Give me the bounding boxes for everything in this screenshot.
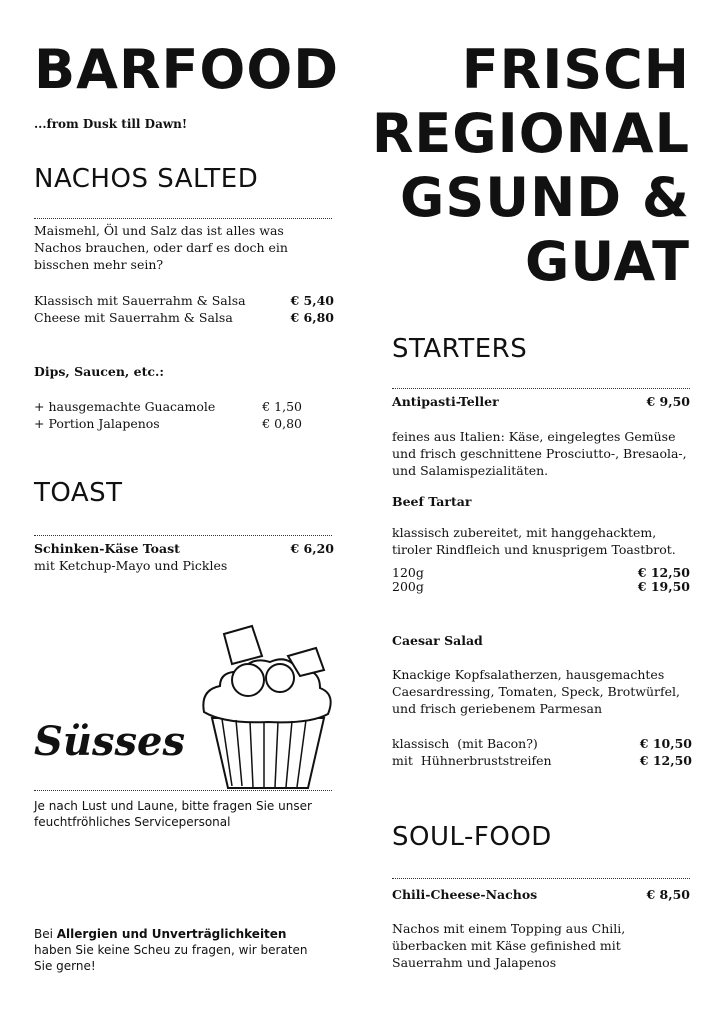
menu-item (34, 309, 334, 326)
slogan-line: FRISCH (461, 38, 690, 101)
item-price: € 12,50 (637, 565, 690, 580)
menu-item (392, 566, 690, 580)
dips-title: Dips, Saucen, etc.: (34, 364, 164, 379)
item-name: klassisch (mit Bacon?) (392, 736, 538, 751)
slogan-line: GSUND & (400, 166, 690, 229)
section-title-susses: Süsses (34, 718, 185, 765)
tagline: ...from Dusk till Dawn! (34, 117, 188, 131)
item-name: Cheese mit Sauerrahm & Salsa (34, 310, 233, 325)
item-description: Nachos mit einem Topping aus Chili, überbacken mit Käse gefinished mit Sauerrahm und Jalapenos (392, 921, 626, 970)
menu-item (34, 540, 334, 557)
menu-item (392, 886, 690, 903)
item-price: € 1,50 (262, 399, 302, 414)
item-price: € 6,80 (290, 310, 334, 325)
item-price: € 9,50 (646, 394, 690, 409)
menu-item (392, 735, 692, 752)
slogan (372, 38, 690, 294)
item-price: € 8,50 (646, 887, 690, 902)
item-name: Caesar Salad (392, 633, 483, 648)
item-description: klassisch zubereitet, mit hanggehacktem, tiroler Rindfleich und knusprigem Toastbrot. (392, 525, 676, 557)
brand-title: BARFOOD (34, 38, 340, 101)
item-description: feines aus Italien: Käse, eingelegtes Gemüse und frisch geschnittene Prosciutto-, Bresaola-, und Salamispezialitäten. (392, 429, 687, 478)
item-name: 200g (392, 579, 424, 594)
cupcake-icon (190, 620, 340, 790)
item-price: € 12,50 (639, 753, 692, 768)
dips-list (34, 398, 302, 432)
divider (392, 878, 690, 879)
susses-description: Je nach Lust und Laune, bitte fragen Sie unser feuchtfröhliches Servicepersonal (34, 799, 312, 829)
allergy-prefix: Bei (34, 927, 57, 941)
menu-item (392, 580, 690, 594)
section-title-starters: STARTERS (392, 334, 528, 364)
allergy-bold: Allergien und Unverträglichkeiten (56, 927, 287, 941)
menu-item (34, 415, 302, 432)
caesar-options (392, 735, 692, 769)
slogan-line: REGIONAL (371, 102, 690, 165)
item-price: € 10,50 (639, 736, 692, 751)
section-title-toast: TOAST (34, 478, 123, 508)
section-title-nachos: NACHOS SALTED (34, 164, 259, 194)
item-price: € 6,20 (290, 541, 334, 556)
item-price: € 5,40 (290, 293, 334, 308)
item-name: + hausgemachte Guacamole (34, 399, 216, 414)
slogan-line: GUAT (525, 230, 690, 293)
divider (34, 535, 332, 536)
menu-item (34, 292, 334, 309)
item-name: + Portion Jalapenos (34, 416, 160, 431)
allergy-suffix: haben Sie keine Scheu zu fragen, wir beraten Sie gerne! (34, 943, 308, 973)
item-name: Chili-Cheese-Nachos (392, 887, 538, 902)
item-description: mit Ketchup-Mayo und Pickles (34, 558, 228, 573)
menu-item (392, 752, 692, 769)
tartar-sizes (392, 566, 690, 594)
item-name: Antipasti-Teller (392, 394, 499, 409)
nachos-list (34, 292, 334, 326)
menu-item (392, 393, 690, 410)
item-name: Klassisch mit Sauerrahm & Salsa (34, 293, 246, 308)
item-price: € 19,50 (637, 579, 690, 594)
nachos-description: Maismehl, Öl und Salz das ist alles was Nachos brauchen, oder darf es doch ein bisschen mehr sein? (34, 223, 288, 272)
item-description: Knackige Kopfsalatherzen, hausgemachtes Caesardressing, Tomaten, Speck, Brotwürfel, und frisch geriebenem Parmesan (392, 667, 680, 716)
menu-item (34, 398, 302, 415)
section-title-soulfood: SOUL-FOOD (392, 822, 552, 852)
item-name: 120g (392, 565, 424, 580)
allergy-note (34, 926, 324, 974)
item-name: Beef Tartar (392, 494, 472, 509)
item-name: Schinken-Käse Toast (34, 541, 180, 556)
divider (34, 790, 332, 791)
divider (34, 218, 332, 219)
item-name: mit Hühnerbruststreifen (392, 753, 552, 768)
item-price: € 0,80 (262, 416, 302, 431)
divider (392, 388, 690, 389)
